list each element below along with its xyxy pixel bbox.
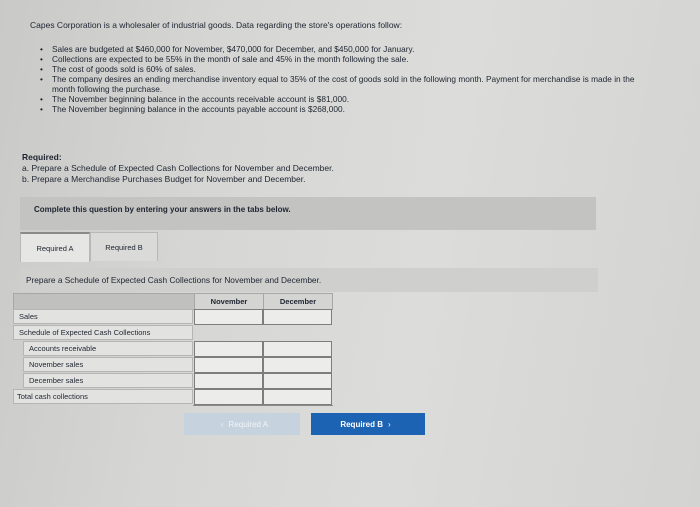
table-row — [13, 325, 333, 341]
required-title: Required: — [22, 152, 62, 162]
table-row — [13, 357, 333, 373]
november-sales-november-input[interactable] — [194, 357, 263, 373]
chevron-right-icon: › — [388, 419, 391, 429]
sales-december-input[interactable] — [263, 309, 332, 325]
chevron-left-icon: ‹ — [220, 419, 224, 429]
prev-tab-label: Required A — [228, 419, 269, 429]
fact-inventory: • The company desires an ending merchandise inventory equal to 35% of the cost of goods sold in the following month. Payment for merchandise is made in the month following the purchase. — [40, 74, 650, 94]
table-row — [13, 373, 333, 389]
fact-collections: • Collections are expected to be 55% in the month of sale and 45% in the month following the sale. — [40, 54, 650, 64]
receivable-december-input[interactable] — [263, 341, 332, 357]
instruction-text: Prepare a Schedule of Expected Cash Collections for November and December. — [26, 275, 322, 285]
required-b-text: b. Prepare a Merchandise Purchases Budget for November and December. — [22, 174, 306, 184]
header-december: December — [263, 293, 333, 310]
row-label-sales: Sales — [13, 309, 193, 324]
facts-list — [40, 44, 650, 114]
december-sales-december-input[interactable] — [263, 373, 332, 389]
prev-tab-button — [184, 413, 300, 435]
row-label-schedule-title: Schedule of Expected Cash Collections — [13, 325, 193, 340]
table-row — [13, 341, 333, 357]
complete-banner — [20, 197, 596, 230]
intro-text: Capes Corporation is a wholesaler of industrial goods. Data regarding the store's operations follow: — [30, 20, 403, 30]
fact-sales: • Sales are budgeted at $460,000 for November, $470,000 for December, and $450,000 for January. — [40, 44, 650, 54]
tab-required-b[interactable]: Required B — [90, 232, 158, 261]
instruction-bar — [20, 268, 598, 292]
fact-receivable: • The November beginning balance in the accounts receivable account is $81,000. — [40, 94, 650, 104]
total-november-input[interactable] — [194, 389, 263, 405]
next-tab-button[interactable] — [311, 413, 425, 435]
required-section — [22, 152, 334, 185]
row-label-total: Total cash collections — [13, 389, 193, 404]
tab-required-a[interactable]: Required A — [20, 232, 90, 262]
next-tab-label: Required B — [340, 419, 383, 429]
header-blank-cell — [13, 293, 195, 310]
table-bottom-rule — [193, 405, 333, 406]
table-row — [13, 309, 333, 325]
row-label-accounts-receivable: Accounts receivable — [23, 341, 193, 356]
row-label-december-sales: December sales — [23, 373, 193, 388]
december-sales-november-input[interactable] — [194, 373, 263, 389]
november-sales-december-input[interactable] — [263, 357, 332, 373]
complete-note: Complete this question by entering your answers in the tabs below. — [34, 205, 291, 214]
table-header — [13, 293, 333, 309]
fact-payable: • The November beginning balance in the accounts payable account is $268,000. — [40, 104, 650, 114]
table-row — [13, 389, 333, 405]
row-label-november-sales: November sales — [23, 357, 193, 372]
total-december-input[interactable] — [263, 389, 332, 405]
sales-november-input[interactable] — [194, 309, 263, 325]
fact-cogs: • The cost of goods sold is 60% of sales. — [40, 64, 650, 74]
receivable-november-input[interactable] — [194, 341, 263, 357]
required-a-text: a. Prepare a Schedule of Expected Cash Collections for November and December. — [22, 163, 334, 173]
header-november: November — [194, 293, 264, 310]
